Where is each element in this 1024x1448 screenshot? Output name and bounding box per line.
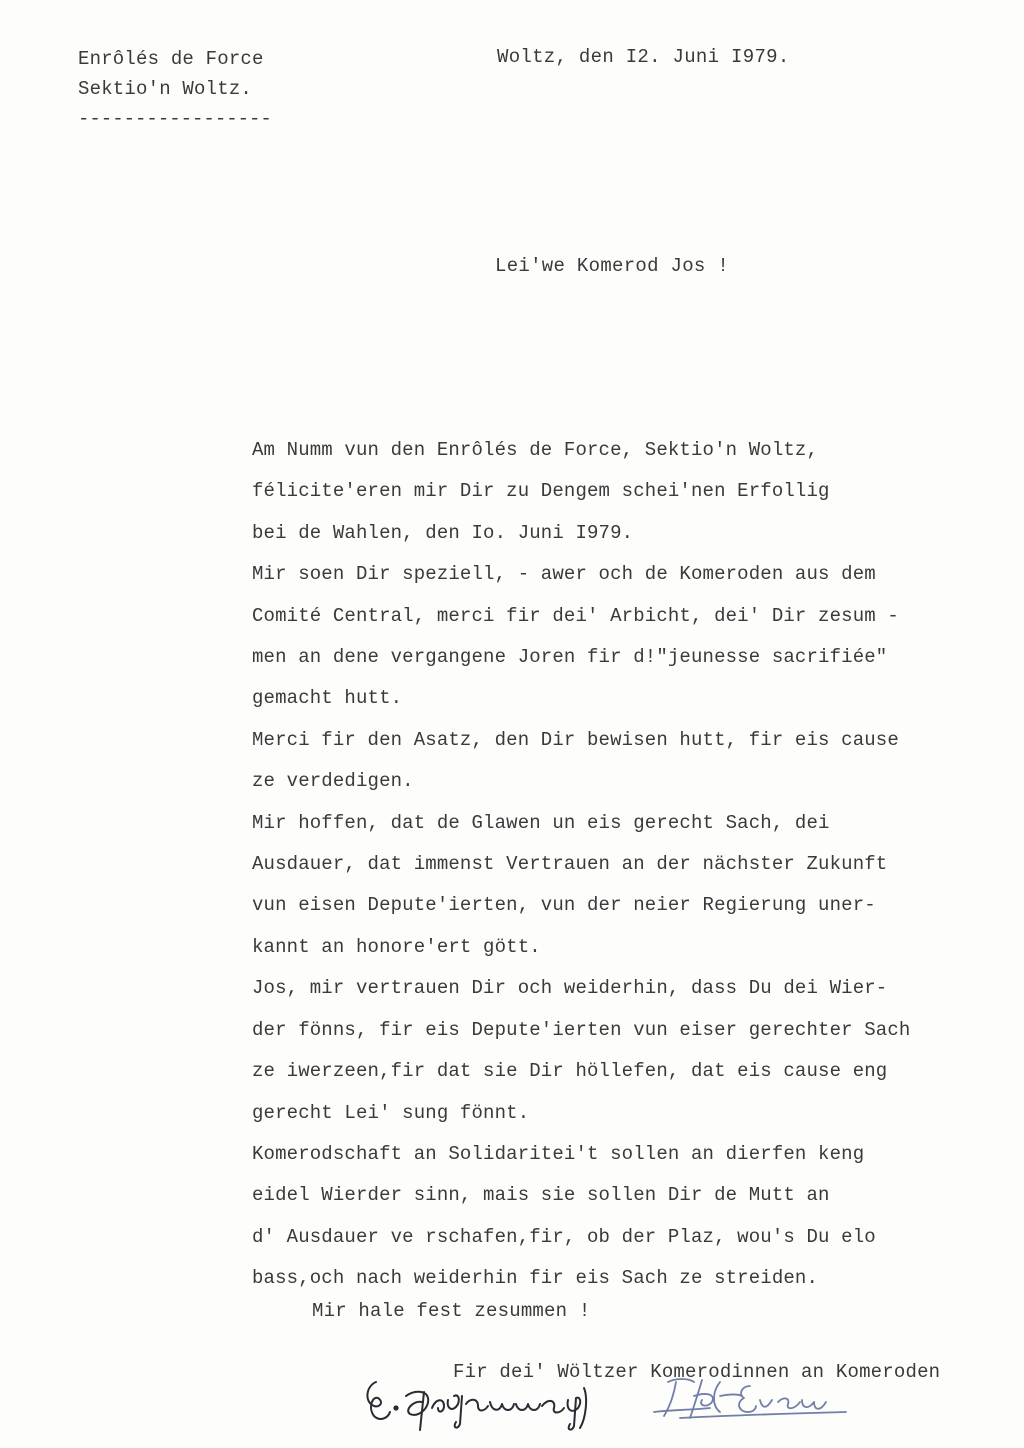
- body-line: ze iwerzeen,fir dat sie Dir höllefen, dat eis cause eng: [252, 1060, 888, 1083]
- body-line: Merci fir den Asatz, den Dir bewisen hutt, fir eis cause: [252, 728, 899, 751]
- body-line: Am Numm vun den Enrôlés de Force, Sektio'n Woltz,: [252, 439, 819, 461]
- body-line: vun eisen Depute'ierten, vun der neier Regierung uner-: [252, 894, 876, 917]
- body-line: d' Ausdauer ve rschafen,fir, ob der Plaz, wou's Du elo: [252, 1225, 876, 1248]
- sender-block: [78, 44, 272, 134]
- body-line: félicite'eren mir Dir zu Dengem schei'nen Erfollig: [252, 480, 830, 503]
- body-line: gerecht Lei' sung fönnt.: [252, 1101, 530, 1124]
- body-line: Mir hoffen, dat de Glawen un eis gerecht Sach, dei: [252, 811, 830, 834]
- body-line: Komerodschaft an Solidaritei't sollen an dierfen keng: [252, 1142, 865, 1165]
- body-line: der fönns, fir eis Depute'ierten vun eiser gerechter Sach: [252, 1018, 911, 1041]
- sender-underline-rule: -----------------: [78, 108, 272, 130]
- body-line: gemacht hutt.: [252, 687, 403, 710]
- signoff-line: Fir dei' Wöltzer Komerodinnen an Komeroden: [453, 1361, 941, 1383]
- body-line: ze verdedigen.: [252, 770, 414, 793]
- body-line: bei de Wahlen, den Io. Juni I979.: [252, 521, 634, 544]
- handwritten-signature-right: [650, 1372, 850, 1424]
- handwritten-signature-left: [362, 1368, 622, 1434]
- body-line: men an dene vergangene Joren fir d!"jeunesse sacrifiée": [252, 646, 888, 669]
- body-line: Mir soen Dir speziell, - awer och de Komeroden aus dem: [252, 563, 876, 586]
- body-line: bass,och nach weiderhin fir eis Sach ze streiden.: [252, 1267, 819, 1290]
- salutation: Lei'we Komerod Jos !: [495, 255, 730, 277]
- body-line: eidel Wierder sinn, mais sie sollen Dir de Mutt an: [252, 1184, 830, 1207]
- body-line: Comité Central, merci fir dei' Arbicht, dei' Dir zesum -: [252, 604, 899, 627]
- letter-body: [252, 430, 992, 1300]
- sender-section: Sektio'n Woltz.: [78, 78, 253, 100]
- body-line: Ausdauer, dat immenst Vertrauen an der nächster Zukunft: [252, 853, 888, 876]
- body-line: Jos, mir vertrauen Dir och weiderhin, dass Du dei Wier-: [252, 977, 888, 1000]
- body-line: kannt an honore'ert gött.: [252, 935, 541, 958]
- sender-org: Enrôlés de Force: [78, 48, 264, 70]
- closing-line: Mir hale fest zesummen !: [312, 1300, 591, 1322]
- dateline: Woltz, den I2. Juni I979.: [497, 46, 790, 68]
